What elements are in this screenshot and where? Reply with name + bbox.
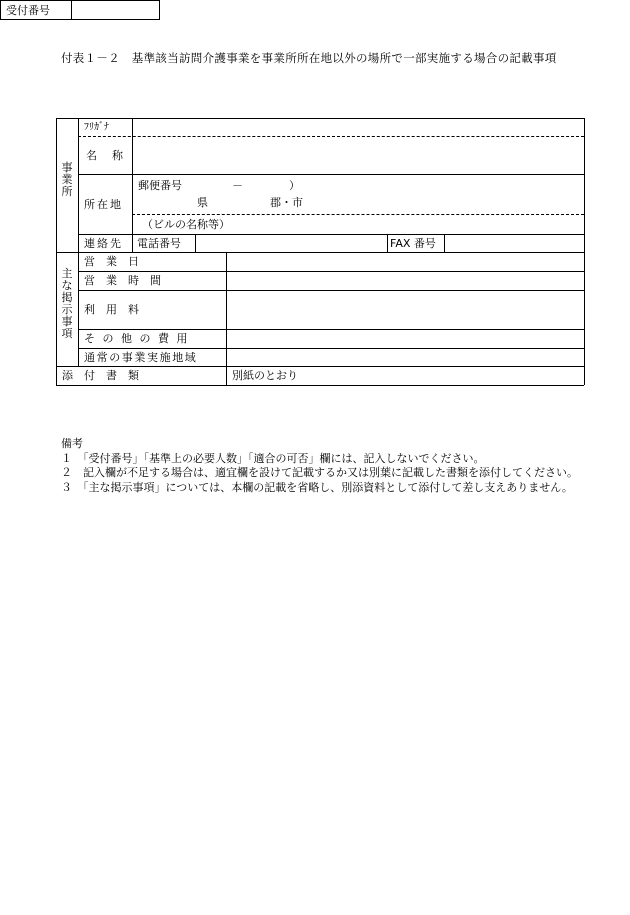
business-hours-label: 営 業 時 間 xyxy=(84,274,161,287)
office-section-bottom-border xyxy=(56,252,584,253)
postal-code-dash: － xyxy=(232,179,243,192)
phone-label: 電話番号 xyxy=(137,237,181,250)
form-title: 付表１－２ 基準該当訪問介護事業を事業所所在地以外の場所で一部実施する場合の記載事項 xyxy=(61,51,557,65)
notes-section xyxy=(61,437,581,495)
address-bottom-border xyxy=(78,234,584,235)
other-costs-field[interactable] xyxy=(230,331,580,346)
note-item-1: １ 「受付番号」「基準上の必要人数」「適合の可否」欄には、記入しないでください。 xyxy=(61,451,485,465)
phone-field[interactable] xyxy=(199,236,383,250)
office-section-label: 事業所 xyxy=(61,161,73,198)
phone-fax-divider xyxy=(387,234,388,252)
fax-field[interactable] xyxy=(448,236,580,250)
main-items-section-label: 主な掲示事項 xyxy=(61,267,73,340)
service-area-label: 通常の事業実施地域 xyxy=(84,351,198,364)
notes-heading: 備考 xyxy=(61,437,83,450)
name-label: 名 称 xyxy=(86,149,125,162)
furigana-label: ﾌﾘｶﾞﾅ xyxy=(84,122,109,133)
table-left-border xyxy=(56,118,57,385)
section-label-divider xyxy=(78,118,79,366)
prefecture-label: 県 xyxy=(197,196,208,209)
usage-fee-bottom-border xyxy=(78,329,584,330)
service-area-field[interactable] xyxy=(230,350,580,364)
furigana-field[interactable] xyxy=(138,121,578,135)
usage-fee-label: 利 用 料 xyxy=(84,303,139,316)
address-divider xyxy=(132,214,584,215)
postal-code-close-paren: ） xyxy=(289,179,300,192)
main-items-label-divider xyxy=(226,252,227,385)
furigana-divider xyxy=(78,136,584,137)
attachments-value: 別紙のとおり xyxy=(232,369,298,382)
note-item-3: ３ 「主な掲示事項」については、本欄の記載を省略し、別添資料として添付して差し支えありません。 xyxy=(61,480,573,494)
business-days-field[interactable] xyxy=(230,254,580,269)
postal-code-label: 郵便番号 xyxy=(138,179,182,192)
address-label: 所在地 xyxy=(84,198,123,211)
table-top-border xyxy=(56,118,584,119)
receipt-number-label: 受付番号 xyxy=(1,1,72,19)
name-bottom-border xyxy=(78,174,584,175)
fax-label-divider xyxy=(444,234,445,252)
receipt-number-field[interactable] xyxy=(72,1,159,19)
business-hours-bottom-border xyxy=(78,290,584,291)
office-label-divider xyxy=(132,118,133,252)
usage-fee-field[interactable] xyxy=(230,293,580,326)
note-item-2: ２ 記入欄が不足する場合は、適宜欄を設けて記載するか又は別葉に記載した書類を添付してください。 xyxy=(61,466,578,479)
business-days-label: 営 業 日 xyxy=(84,255,139,268)
other-costs-label: その他の費用 xyxy=(84,332,195,345)
name-field[interactable] xyxy=(138,140,578,172)
phone-label-divider xyxy=(195,234,196,252)
table-bottom-border xyxy=(56,385,584,386)
contact-label: 連絡先 xyxy=(84,237,123,250)
business-days-bottom-border xyxy=(78,271,584,272)
main-section-bottom-border xyxy=(56,366,584,367)
building-name-label: （ビルの名称等） xyxy=(142,218,230,231)
business-hours-field[interactable] xyxy=(230,273,580,288)
table-right-border xyxy=(584,118,585,385)
receipt-number-box xyxy=(0,0,160,20)
county-city-label: 郡・市 xyxy=(270,196,303,209)
attachments-label: 添 付 書 類 xyxy=(62,369,139,382)
other-costs-bottom-border xyxy=(78,348,584,349)
fax-label: FAX 番号 xyxy=(390,237,436,250)
